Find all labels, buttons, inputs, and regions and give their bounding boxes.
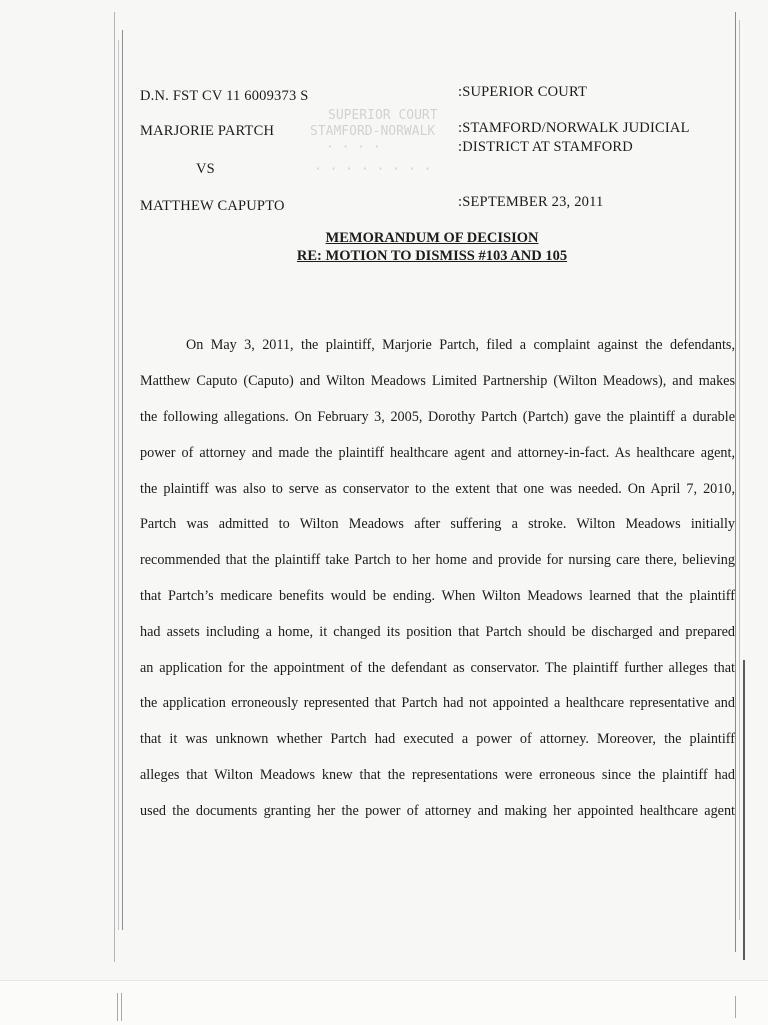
decision-date: :SEPTEMBER 23, 2011 <box>458 194 604 210</box>
docket-number: D.N. FST CV 11 6009373 S <box>140 88 309 104</box>
body-line: On May 3, 2011, the plaintiff, Marjorie Partch, filed a complaint against the defendants, <box>186 337 735 353</box>
left-margin-line <box>118 40 119 930</box>
defendant-name: MATTHEW CAPUPTO <box>140 198 285 214</box>
next-page-margin-line <box>121 993 122 1021</box>
document-subtitle: RE: MOTION TO DISMISS #103 AND 105 <box>296 248 568 264</box>
right-margin-line <box>739 20 740 920</box>
document-title: MEMORANDUM OF DECISION <box>325 230 539 246</box>
body-line: that Partch’s medicare benefits would be ending. When Wilton Meadows learned that the plaintiff <box>140 588 735 604</box>
left-margin-line <box>114 12 115 962</box>
body-line: power of attorney and made the plaintiff healthcare agent and attorney-in-fact. As healthcare agent, <box>140 445 735 461</box>
stamp-line: · · · · · · · · <box>314 162 432 177</box>
body-line: recommended that the plaintiff take Partch to her home and provide for nursing care there, believing <box>140 552 735 568</box>
district-line-1: :STAMFORD/NORWALK JUDICIAL <box>458 120 690 136</box>
body-line: an application for the appointment of the defendant as conservator. The plaintiff further alleges that <box>140 660 735 676</box>
body-line: used the documents granting her the power of attorney and making her appointed healthcare agent <box>140 803 735 819</box>
court-name: :SUPERIOR COURT <box>458 84 588 100</box>
body-line: Matthew Caputo (Caputo) and Wilton Meadows Limited Partnership (Wilton Meadows), and makes <box>140 373 735 389</box>
right-margin-line <box>743 660 745 960</box>
left-margin-line <box>122 30 123 930</box>
body-line: the plaintiff was also to serve as conservator to the extent that one was needed. On April 7, 2010, <box>140 481 735 497</box>
body-line: had assets including a home, it changed its position that Partch should be discharged and prepared <box>140 624 735 640</box>
versus-label: VS <box>196 161 215 177</box>
body-line: that it was unknown whether Partch had executed a power of attorney. Moreover, the plaintiff <box>140 731 735 747</box>
body-line: the application erroneously represented that Partch had not appointed a healthcare representative and <box>140 695 735 711</box>
body-line: alleges that Wilton Meadows knew that the representations were erroneous since the plaintiff had <box>140 767 735 783</box>
stamp-line: SUPERIOR COURT <box>328 108 438 123</box>
next-page-margin-line <box>735 996 736 1018</box>
right-margin-line <box>735 12 736 952</box>
court-received-stamp <box>306 108 456 188</box>
next-page-edge <box>0 980 768 1025</box>
district-line-2: :DISTRICT AT STAMFORD <box>458 139 633 155</box>
stamp-line: STAMFORD-NORWALK <box>310 124 436 139</box>
body-line: Partch was admitted to Wilton Meadows after suffering a stroke. Wilton Meadows initially <box>140 516 735 532</box>
plaintiff-name: MARJORIE PARTCH <box>140 123 275 139</box>
next-page-margin-line <box>117 993 118 1021</box>
stamp-line: · · · · <box>326 140 381 155</box>
body-line: the following allegations. On February 3, 2005, Dorothy Partch (Partch) gave the plaintiff a durable <box>140 409 735 425</box>
